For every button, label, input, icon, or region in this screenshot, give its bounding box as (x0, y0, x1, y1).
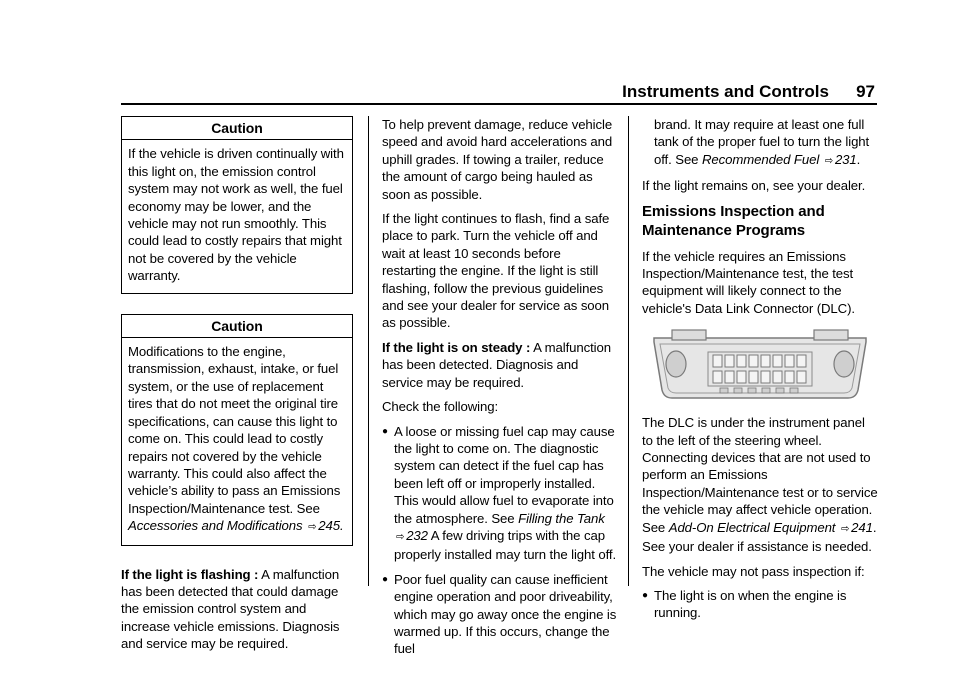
bullet-icon: ● (642, 589, 648, 601)
page-ref[interactable]: 232 (406, 527, 428, 543)
bullet-text: Poor fuel quality can cause inefficient engine operation and poor driveability, which may go away once the engine is warmed up. If this occurs, change the fuel (394, 571, 617, 657)
steady-label: If the light is on steady : (382, 339, 531, 355)
page-ref-arrow-icon: ⇨ (308, 521, 317, 534)
paragraph: Check the following: (382, 399, 499, 415)
page-ref-arrow-icon: ⇨ (396, 530, 405, 543)
flashing-text: A malfunction has been detected that could damage the emission control system and increase vehicle emissions. Diagnosis and service may be required. (121, 566, 340, 652)
steady-text: A malfunction has been detected. Diagnosis and service may be required. (382, 339, 611, 390)
steady-paragraph (382, 339, 618, 391)
paragraph-text: The DLC is under the instrument panel to the left of the steering wheel. Connecting devices that are not used to perform an Emissions Inspection/Maintenance test or to service the vehicle may affect vehicle operation. See (642, 415, 878, 535)
bullet-text: A few driving trips with the cap properly installed may turn the light off. (394, 527, 617, 563)
header-rule (121, 103, 877, 105)
column-3 (642, 116, 878, 629)
page-ref[interactable]: 231 (834, 151, 857, 167)
page-ref-arrow-icon: ⇨ (824, 154, 833, 167)
paragraph: If the light remains on, see your dealer. (642, 178, 866, 194)
section-title: Instruments and Controls (622, 82, 829, 101)
paragraph: The vehicle may not pass inspection if: (642, 563, 865, 579)
paragraph-text: . See your dealer if assistance is needed. (642, 519, 877, 555)
flashing-label: If the light is flashing : (121, 566, 259, 582)
bullet-icon: ● (382, 425, 388, 437)
page-ref[interactable]: 241 (851, 519, 873, 535)
dlc-paragraph (642, 414, 878, 555)
caution-box (121, 314, 353, 546)
bullet-text: A loose or missing fuel cap may cause the light to come on. The diagnostic system can detect if the fuel cap has been left off or improperly installed. This would allow fuel to evaporate into the atmosphere. See (394, 423, 615, 526)
list-item (382, 571, 618, 658)
caution-heading: Caution (122, 315, 352, 338)
recommended-fuel-link[interactable]: Recommended Fuel (702, 151, 820, 167)
add-on-electrical-link[interactable]: Add-On Electrical Equipment (668, 519, 836, 535)
page-number: 97 (856, 82, 875, 101)
bullet-text: The light is on when the engine is running. (654, 587, 847, 621)
page-header (121, 78, 877, 102)
ref-end: . (856, 151, 861, 167)
column-divider (368, 116, 369, 586)
page-ref[interactable]: 245 (318, 518, 340, 534)
paragraph: If the light continues to flash, find a safe place to park. Turn the vehicle off and wait at least 10 seconds before restarting the engine. If the light is still flashing, follow the previous guidelines and see your dealer for service as soon as possible. (382, 211, 610, 331)
caution-text (122, 338, 352, 544)
list-item (382, 423, 618, 564)
caution-body: Modifications to the engine, transmission, exhaust, intake, or fuel system, or the use of replacement tires that do not meet the original tire specifications, can cause this light to come on. This could lead to costly repairs not covered by the vehicle warranty. This could also affect the vehicle’s ability to pass an Emissions Inspection/Maintenance test. See (128, 344, 341, 516)
paragraph: To help prevent damage, reduce vehicle speed and avoid hard accelerations and uphill grades. If towing a trailer, reduce the amount of cargo being hauled as soon as possible. (382, 117, 613, 202)
caution-heading: Caution (122, 117, 352, 140)
filling-tank-link[interactable]: Filling the Tank (518, 510, 605, 526)
paragraph: If the vehicle requires an Emissions Inspection/Maintenance test, the test equipment will likely connect to the vehicle's Data Link Connector (DLC). (642, 248, 855, 316)
accessories-link[interactable]: Accessories and Modifications (128, 518, 303, 534)
section-heading: Emissions Inspection and Maintenance Programs (642, 202, 825, 239)
bullet-icon: ● (382, 573, 388, 585)
caution-text: If the vehicle is driven continually with this light on, the emission control system may not work as well, the fuel economy may be lower, and the vehicle may not run smoothly. This could lead to costly repairs that might not be covered by the vehicle warranty. (128, 146, 344, 284)
column-2 (382, 116, 618, 665)
column-1 (121, 116, 353, 660)
caution-box (121, 116, 353, 294)
list-item-continued (642, 116, 878, 170)
list-item (642, 587, 878, 622)
bullet-text: brand. It may require at least one full tank of the proper fuel to turn the light off. See (654, 117, 870, 167)
dlc-connector-icon (642, 324, 878, 406)
page-ref-arrow-icon: ⇨ (840, 522, 850, 535)
flashing-paragraph (121, 566, 353, 653)
ref-end: . (339, 518, 344, 534)
column-divider (628, 116, 629, 586)
